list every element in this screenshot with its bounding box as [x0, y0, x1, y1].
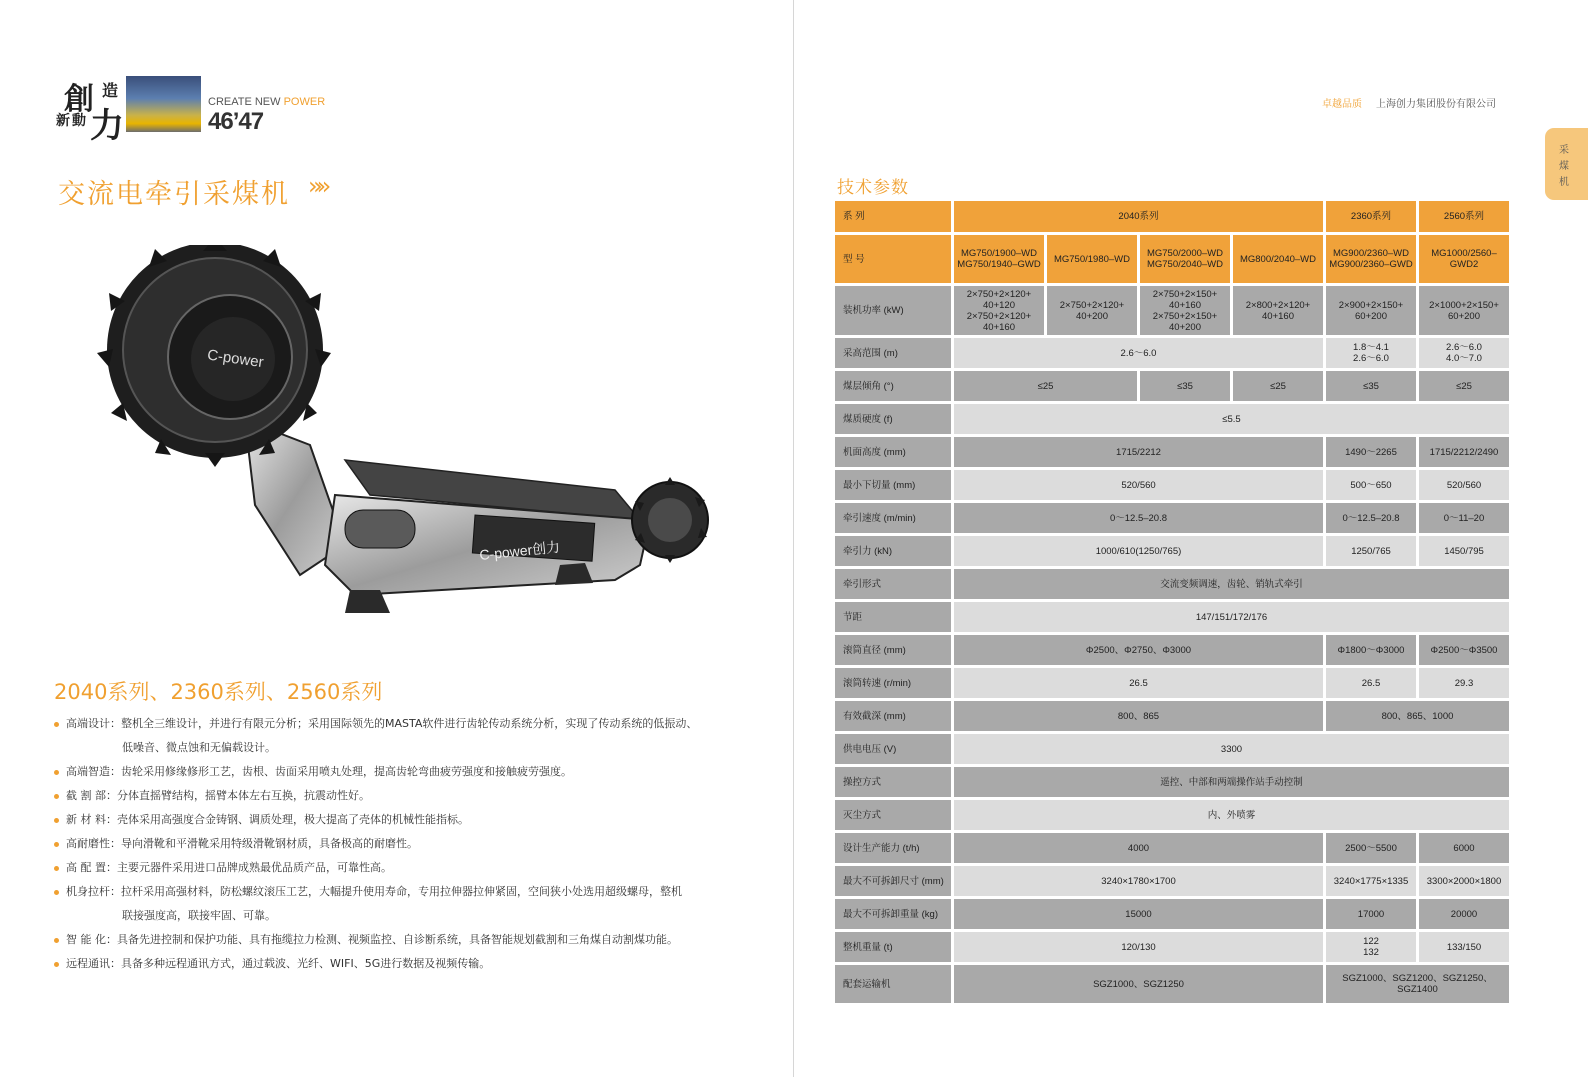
spec-row-label: 灭尘方式 — [835, 800, 951, 830]
spec-cell: 120/130 — [954, 932, 1323, 962]
feature-text-continued: 低噪音、微点蚀和无偏载设计。 — [122, 741, 276, 754]
tech-params-title: 技术参数 — [837, 178, 909, 198]
feature-label: 远程通讯： — [66, 957, 121, 970]
spec-cell: 147/151/172/176 — [954, 602, 1509, 632]
spec-row — [835, 899, 1509, 929]
bullet-dot-icon — [54, 938, 59, 943]
spec-cell: 26.5 — [954, 668, 1323, 698]
spec-row — [835, 437, 1509, 467]
spec-cell: 0～11–20 — [1419, 503, 1509, 533]
spec-row-label: 煤层倾角 (°) — [835, 371, 951, 401]
feature-text: 具备多种远程通讯方式，通过载波、光纤、WIFI、5G进行数据及视频传输。 — [121, 957, 491, 970]
double-chevron-icon: »» — [308, 172, 326, 200]
spec-cell: SGZ1000、SGZ1200、SGZ1250、 SGZ1400 — [1326, 965, 1509, 1003]
spec-row — [835, 701, 1509, 731]
spec-cell: 2.6～6.0 4.0～7.0 — [1419, 338, 1509, 368]
spec-row — [835, 965, 1509, 1003]
spec-row-label: 有效截深 (mm) — [835, 701, 951, 731]
spec-cell: 交流变频调速，齿轮、销轨式牵引 — [954, 569, 1509, 599]
side-tab-char: 机 — [1559, 177, 1569, 188]
spec-row — [835, 569, 1509, 599]
spec-row-label: 操控方式 — [835, 767, 951, 797]
spec-cell: 1715/2212/2490 — [1419, 437, 1509, 467]
feature-text: 分体直摇臂结构，摇臂本体左右互换，抗震动性好。 — [117, 789, 370, 802]
spec-cell: 4000 — [954, 833, 1323, 863]
spec-cell: 2×750+2×120+ 40+200 — [1047, 286, 1137, 335]
spec-row — [835, 536, 1509, 566]
spec-cell: 20000 — [1419, 899, 1509, 929]
spec-row-label: 配套运输机 — [835, 965, 951, 1003]
feature-label: 机身拉杆： — [66, 885, 121, 898]
spec-row — [835, 767, 1509, 797]
spec-cell: SGZ1000、SGZ1250 — [954, 965, 1323, 1003]
side-tab — [1545, 128, 1588, 200]
spec-cell: ≤35 — [1326, 371, 1416, 401]
spec-cell: 520/560 — [954, 470, 1323, 500]
spec-row — [835, 286, 1509, 335]
spec-cell: 内、外喷雾 — [954, 800, 1509, 830]
spec-row — [835, 470, 1509, 500]
feature-label: 高端设计： — [66, 717, 121, 730]
spec-cell: 1000/610(1250/765) — [954, 536, 1323, 566]
spec-cell: 1250/765 — [1326, 536, 1416, 566]
spec-cell: ≤35 — [1140, 371, 1230, 401]
feature-label: 新 材 料： — [66, 813, 117, 826]
spec-cell: 2500～5500 — [1326, 833, 1416, 863]
spec-row — [835, 800, 1509, 830]
feature-item — [54, 880, 734, 928]
bullet-dot-icon — [54, 962, 59, 967]
spec-row-label: 型 号 — [835, 235, 951, 283]
spec-cell: MG750/2000–WD MG750/2040–WD — [1140, 235, 1230, 283]
spec-row-label: 系 列 — [835, 201, 951, 232]
spec-cell: Φ2500～Φ3500 — [1419, 635, 1509, 665]
feature-item — [54, 784, 734, 808]
spec-cell: 800、865、1000 — [1326, 701, 1509, 731]
feature-text: 导向滑靴和平滑靴采用特级滑靴钢材质，具备极高的耐磨性。 — [121, 837, 418, 850]
spec-cell: 2360系列 — [1326, 201, 1416, 232]
spec-row-label: 牵引形式 — [835, 569, 951, 599]
create-accent: POWER — [283, 96, 326, 108]
header-tagline: 卓越品质 — [1322, 99, 1362, 110]
create-new-power — [208, 96, 325, 108]
bullet-dot-icon — [54, 842, 59, 847]
spec-row-label: 牵引速度 (m/min) — [835, 503, 951, 533]
feature-label: 高端智造： — [66, 765, 121, 778]
spec-row — [835, 833, 1509, 863]
feature-item — [54, 832, 734, 856]
spec-cell: 2.6～6.0 — [954, 338, 1323, 368]
spec-cell: Φ2500、Φ2750、Φ3000 — [954, 635, 1323, 665]
spec-row-label: 机面高度 (mm) — [835, 437, 951, 467]
feature-text: 具备先进控制和保护功能、具有拖缆拉力检测、视频监控、自诊断系统，具备智能规划截割和三角煤自动割煤功能。 — [117, 933, 678, 946]
feature-item — [54, 760, 734, 784]
spec-cell: 2560系列 — [1419, 201, 1509, 232]
spec-row-label: 最大不可拆卸尺寸 (mm) — [835, 866, 951, 896]
spec-cell: 2×900+2×150+ 60+200 — [1326, 286, 1416, 335]
feature-item — [54, 808, 734, 832]
feature-list — [54, 712, 734, 976]
spec-row-label: 牵引力 (kN) — [835, 536, 951, 566]
bullet-dot-icon — [54, 722, 59, 727]
spec-row-label: 整机重量 (t) — [835, 932, 951, 962]
spec-cell: Φ1800～Φ3000 — [1326, 635, 1416, 665]
page-numbers: 46’47 — [208, 108, 264, 135]
spec-row — [835, 734, 1509, 764]
spec-cell: ≤25 — [1233, 371, 1323, 401]
feature-text: 整机全三维设计，并进行有限元分析；采用国际领先的MASTA软件进行齿轮传动系统分析，实现了传动系统的低振动、 — [121, 717, 698, 730]
body-brand-label: C-power创力 — [478, 538, 561, 563]
spec-cell: MG750/1980–WD — [1047, 235, 1137, 283]
spec-row — [835, 503, 1509, 533]
spec-row — [835, 338, 1509, 368]
spec-cell: 800、865 — [954, 701, 1323, 731]
spec-cell: 2040系列 — [954, 201, 1323, 232]
spec-cell: 3240×1775×1335 — [1326, 866, 1416, 896]
spec-cell: 遥控、中部和两端操作站手动控制 — [954, 767, 1509, 797]
spec-row — [835, 404, 1509, 434]
feature-text-continued: 联接强度高，联接牢固、可靠。 — [122, 909, 276, 922]
bullet-dot-icon — [54, 794, 59, 799]
feature-text: 壳体采用高强度合金铸钢、调质处理，极大提高了壳体的机械性能指标。 — [117, 813, 469, 826]
feature-item — [54, 856, 734, 880]
spec-cell: ≤25 — [954, 371, 1137, 401]
spec-cell: 1715/2212 — [954, 437, 1323, 467]
cutting-drum — [97, 245, 331, 467]
spec-cell: 1490～2265 — [1326, 437, 1416, 467]
logo-char: 動 — [72, 113, 86, 129]
feature-text: 拉杆采用高强材料，防松螺纹滚压工艺，大幅提升使用寿命，专用拉伸器拉伸紧固，空间狭小处选用超级螺母，整机 — [121, 885, 682, 898]
spec-cell: 1450/795 — [1419, 536, 1509, 566]
bullet-dot-icon — [54, 890, 59, 895]
page-header — [1322, 95, 1496, 110]
bullet-dot-icon — [54, 818, 59, 823]
spec-row-label: 最小下切量 (mm) — [835, 470, 951, 500]
spec-row — [835, 932, 1509, 962]
spec-cell: 6000 — [1419, 833, 1509, 863]
logo-char: 力 — [90, 106, 124, 146]
spec-row — [835, 201, 1509, 232]
spec-row — [835, 866, 1509, 896]
side-tab-char: 煤 — [1559, 161, 1569, 172]
spec-cell: 133/150 — [1419, 932, 1509, 962]
spec-cell: ≤25 — [1419, 371, 1509, 401]
spec-row-label: 采高范围 (m) — [835, 338, 951, 368]
spec-cell: 15000 — [954, 899, 1323, 929]
spec-row-label: 煤质硬度 (f) — [835, 404, 951, 434]
spec-cell: 26.5 — [1326, 668, 1416, 698]
bullet-dot-icon — [54, 866, 59, 871]
spec-cell: 3300×2000×1800 — [1419, 866, 1509, 896]
spec-row-label: 滚筒直径 (mm) — [835, 635, 951, 665]
spec-row-label: 供电电压 (V) — [835, 734, 951, 764]
spec-row — [835, 668, 1509, 698]
spec-cell: 0～12.5–20.8 — [954, 503, 1323, 533]
logo-char: 創 — [64, 82, 94, 117]
spec-cell: 0～12.5–20.8 — [1326, 503, 1416, 533]
page-divider — [793, 0, 794, 1077]
spec-cell: 2×800+2×120+ 40+160 — [1233, 286, 1323, 335]
spec-cell: MG800/2040–WD — [1233, 235, 1323, 283]
feature-label: 高耐磨性： — [66, 837, 121, 850]
create-prefix: CREATE NEW — [208, 96, 281, 108]
spec-cell: 3300 — [954, 734, 1509, 764]
series-title: 2040系列、2360系列、2560系列 — [54, 680, 383, 704]
spec-cell: 2×750+2×150+ 40+160 2×750+2×150+ 40+200 — [1140, 286, 1230, 335]
feature-item — [54, 952, 734, 976]
spec-row-label: 设计生产能力 (t/h) — [835, 833, 951, 863]
spec-cell: 122 132 — [1326, 932, 1416, 962]
feature-text: 主要元器件采用进口品牌成熟最优品质产品，可靠性高。 — [117, 861, 392, 874]
side-tab-char: 采 — [1559, 145, 1569, 156]
feature-label: 高 配 置： — [66, 861, 117, 874]
spec-row-label: 装机功率 (kW) — [835, 286, 951, 335]
spec-cell: MG1000/2560– GWD2 — [1419, 235, 1509, 283]
header-company: 上海创力集团股份有限公司 — [1376, 99, 1496, 110]
spec-row — [835, 602, 1509, 632]
logo-char: 新 — [56, 113, 70, 129]
spec-cell: ≤5.5 — [954, 404, 1509, 434]
logo-machine-photo — [126, 76, 201, 132]
spec-cell: 2×750+2×120+ 40+120 2×750+2×120+ 40+160 — [954, 286, 1044, 335]
spec-cell: 17000 — [1326, 899, 1416, 929]
feature-label: 截 割 部： — [66, 789, 117, 802]
spec-row — [835, 371, 1509, 401]
bullet-dot-icon — [54, 770, 59, 775]
spec-row-label: 节距 — [835, 602, 951, 632]
spec-cell: 2×1000+2×150+ 60+200 — [1419, 286, 1509, 335]
logo-char: 造 — [102, 81, 119, 100]
feature-label: 智 能 化： — [66, 933, 117, 946]
spec-cell: 29.3 — [1419, 668, 1509, 698]
spec-cell: 3240×1780×1700 — [954, 866, 1323, 896]
brand-logo — [56, 72, 206, 146]
drum-brand-label: C-power — [206, 346, 265, 372]
spec-cell: 1.8～4.1 2.6～6.0 — [1326, 338, 1416, 368]
spec-row — [835, 235, 1509, 283]
spec-cell: 500～650 — [1326, 470, 1416, 500]
spec-cell: MG750/1900–WD MG750/1940–GWD — [954, 235, 1044, 283]
spec-cell: 520/560 — [1419, 470, 1509, 500]
spec-row — [835, 635, 1509, 665]
shearer-machine-image — [95, 245, 715, 625]
spec-row-label: 滚筒转速 (r/min) — [835, 668, 951, 698]
section-title: 交流电牵引采煤机 — [58, 179, 290, 210]
feature-item — [54, 712, 734, 760]
spec-table — [832, 198, 1512, 1006]
spec-row-label: 最大不可拆卸重量 (kg) — [835, 899, 951, 929]
feature-item — [54, 928, 734, 952]
feature-text: 齿轮采用修缘修形工艺，齿根、齿面采用喷丸处理，提高齿轮弯曲疲劳强度和接触疲劳强度。 — [121, 765, 572, 778]
spec-cell: MG900/2360–WD MG900/2360–GWD — [1326, 235, 1416, 283]
